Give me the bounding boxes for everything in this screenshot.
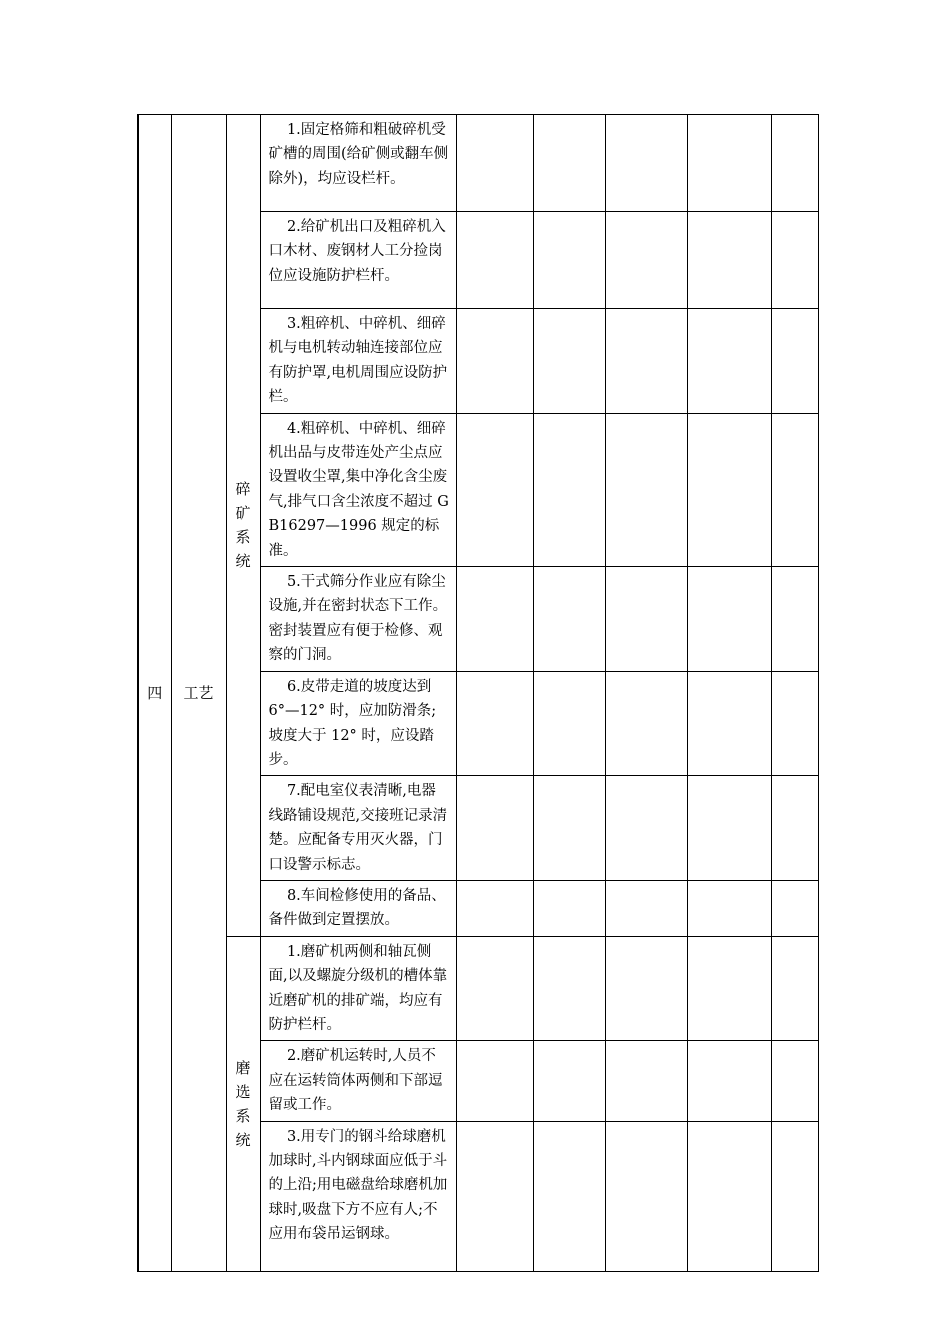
blank-cell	[771, 309, 818, 414]
blank-cell	[687, 936, 771, 1041]
subsystem-char: 碎	[235, 480, 251, 499]
blank-cell	[605, 776, 687, 881]
blank-cell	[687, 880, 771, 936]
blank-cell	[533, 1041, 605, 1121]
blank-cell	[533, 1121, 605, 1271]
blank-cell	[456, 115, 533, 212]
blank-cell	[456, 212, 533, 309]
blank-cell	[533, 567, 605, 672]
blank-cell	[605, 309, 687, 414]
blank-cell	[687, 1041, 771, 1121]
blank-cell	[533, 413, 605, 566]
blank-cell	[605, 1041, 687, 1121]
blank-cell	[456, 671, 533, 776]
blank-cell	[456, 567, 533, 672]
blank-cell	[456, 413, 533, 566]
blank-cell	[771, 776, 818, 881]
requirement-item: 6.皮带走道的坡度达到 6°—12° 时，应加防滑条;坡度大于 12° 时，应设踏步。	[260, 671, 456, 776]
blank-cell	[771, 212, 818, 309]
blank-cell	[533, 309, 605, 414]
blank-cell	[605, 671, 687, 776]
section-category: 工艺	[171, 115, 226, 1272]
blank-cell	[687, 671, 771, 776]
blank-cell	[687, 567, 771, 672]
requirement-item: 2.磨矿机运转时,人员不应在运转筒体两侧和下部逗留或工作。	[260, 1041, 456, 1121]
blank-cell	[687, 309, 771, 414]
subsystem-char: 选	[235, 1082, 251, 1101]
blank-cell	[687, 413, 771, 566]
blank-cell	[456, 936, 533, 1041]
subsystem-char: 磨	[235, 1058, 251, 1077]
blank-cell	[687, 212, 771, 309]
blank-cell	[605, 413, 687, 566]
subsystem-char: 统	[235, 1130, 251, 1149]
requirement-item: 7.配电室仪表清晰,电器线路铺设规范,交接班记录清楚。应配备专用灭火器，门口设警示标志。	[260, 776, 456, 881]
blank-cell	[533, 880, 605, 936]
blank-cell	[605, 936, 687, 1041]
blank-cell	[771, 413, 818, 566]
blank-cell	[605, 115, 687, 212]
blank-cell	[771, 1121, 818, 1271]
blank-cell	[456, 880, 533, 936]
blank-cell	[456, 776, 533, 881]
requirement-item: 2.给矿机出口及粗碎机入口木材、废钢材人工分捡岗位应设施防护栏杆。	[260, 212, 456, 309]
table-row	[138, 115, 818, 212]
blank-cell	[533, 776, 605, 881]
blank-cell	[456, 1041, 533, 1121]
subsystem-char: 系	[235, 528, 251, 547]
blank-cell	[533, 115, 605, 212]
blank-cell	[533, 936, 605, 1041]
subsystem-char: 统	[235, 552, 251, 571]
subsystem-char: 矿	[235, 504, 251, 523]
blank-cell	[771, 880, 818, 936]
requirement-item: 5.干式筛分作业应有除尘设施,并在密封状态下工作。密封装置应有便于检修、观察的门洞。	[260, 567, 456, 672]
inspection-table	[137, 114, 819, 1272]
blank-cell	[605, 567, 687, 672]
blank-cell	[605, 1121, 687, 1271]
subsystem-grinding	[226, 936, 260, 1271]
requirement-item: 1.固定格筛和粗破碎机受矿槽的周围(给矿侧或翻车侧除外)，均应设栏杆。	[260, 115, 456, 212]
blank-cell	[533, 671, 605, 776]
blank-cell	[771, 567, 818, 672]
blank-cell	[605, 212, 687, 309]
subsystem-char: 系	[235, 1106, 251, 1125]
subsystem-crushing	[226, 115, 260, 937]
section-number: 四	[138, 115, 171, 1272]
requirement-item: 3.粗碎机、中碎机、细碎机与电机转动轴连接部位应有防护罩,电机周围应设防护栏。	[260, 309, 456, 414]
blank-cell	[771, 671, 818, 776]
table-row	[138, 936, 818, 1041]
blank-cell	[687, 776, 771, 881]
blank-cell	[771, 115, 818, 212]
blank-cell	[771, 1041, 818, 1121]
blank-cell	[533, 212, 605, 309]
requirement-item: 8.车间检修使用的备品、备件做到定置摆放。	[260, 880, 456, 936]
blank-cell	[456, 309, 533, 414]
requirement-item: 4.粗碎机、中碎机、细碎机出品与皮带连处产尘点应设置收尘罩,集中净化含尘废气,排气口含尘浓度不超过 GB16297—1996 规定的标准。	[260, 413, 456, 566]
requirement-item: 3.用专门的钢斗给球磨机加球时,斗内钢球面应低于斗的上沿;用电磁盘给球磨机加球时,吸盘下方不应有人;不应用布袋吊运钢球。	[260, 1121, 456, 1271]
blank-cell	[687, 115, 771, 212]
blank-cell	[605, 880, 687, 936]
blank-cell	[456, 1121, 533, 1271]
blank-cell	[687, 1121, 771, 1271]
requirement-item: 1.磨矿机两侧和轴瓦侧面,以及螺旋分级机的槽体靠近磨矿机的排矿端，均应有防护栏杆。	[260, 936, 456, 1041]
blank-cell	[771, 936, 818, 1041]
